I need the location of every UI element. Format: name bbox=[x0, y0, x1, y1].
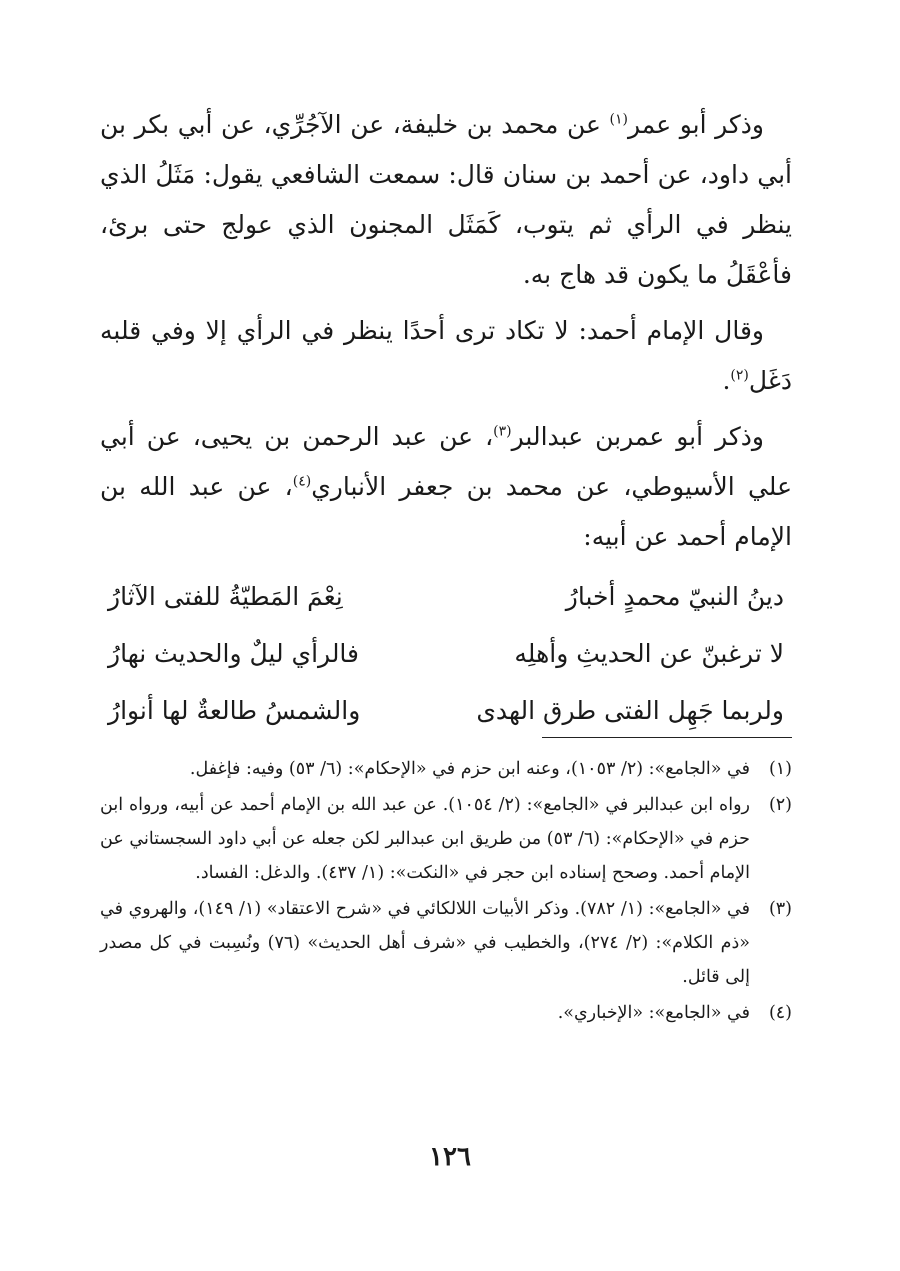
paragraph-1-text-start: وذكر أبو عمر bbox=[627, 110, 764, 139]
paragraph-3-text-end: ، عن عبد الله بن الإمام أحمد عن أبيه: bbox=[100, 472, 792, 551]
footnote-2 bbox=[100, 788, 792, 890]
verse-2-first-hemistich: لا ترغبنّ عن الحديثِ وأهلِه bbox=[514, 639, 784, 668]
main-text bbox=[100, 100, 792, 739]
footnote-1 bbox=[100, 752, 792, 786]
footnote-2-text: رواه ابن عبدالبر في «الجامع»: (٢/ ١٠٥٤). عن عبد الله بن الإمام أحمد عن أبيه، ورواه ابن حزم في «الإحكام»: (٦/ ٥٣) من طريق ابن عبدالبر لكن جعله عن أبي داود السجستاني عن الإمام أحمد. وصحح إسناده ابن حجر في «النكت»: (١/ ٤٣٧). والدغل: الفساد. bbox=[100, 795, 750, 883]
paragraph-3-text-mid: ، عن عبد الرحمن بن يحيى، عن أبي علي الأسيوطي، عن محمد بن جعفر الأنباري bbox=[100, 422, 792, 501]
paragraph-1 bbox=[100, 100, 792, 300]
paragraph-3 bbox=[100, 412, 792, 562]
footnote-ref-3: (٣) bbox=[493, 423, 512, 440]
footnote-ref-4: (٤) bbox=[292, 473, 312, 490]
footnote-4-number: (٤) bbox=[768, 1003, 792, 1023]
verse-1-second-hemistich: نِعْمَ المَطيّةُ للفتى الآثارُ bbox=[108, 582, 343, 611]
footnote-3-text: في «الجامع»: (١/ ٧٨٢). وذكر الأبيات اللالكائي في «شرح الاعتقاد» (١/ ١٤٩)، والهروي في «ذم الكلام»: (٢/ ٢٧٤)، والخطيب في «شرف أهل الحديث» (٧٦) ونُسِبت في كل مصدر إلى قائل. bbox=[100, 899, 751, 987]
paragraph-2 bbox=[100, 306, 792, 406]
verse-line-2 bbox=[100, 625, 792, 682]
footnote-4 bbox=[100, 996, 792, 1030]
paragraph-2-text-start: وقال الإمام أحمد: لا تكاد ترى أحدًا ينظر في الرأي إلا وفي قلبه دَغَل bbox=[100, 316, 792, 395]
paragraph-2-text-end: . bbox=[722, 366, 731, 395]
footnote-3 bbox=[100, 892, 792, 994]
page-number: ١٢٦ bbox=[429, 1142, 471, 1172]
footnote-1-text: في «الجامع»: (٢/ ١٠٥٣)، وعنه ابن حزم في «الإحكام»: (٦/ ٥٣) وفيه: فإغفل. bbox=[189, 759, 750, 779]
verse-2-second-hemistich: فالرأي ليلٌ والحديث نهارُ bbox=[108, 639, 360, 668]
footnote-1-number: (١) bbox=[768, 759, 792, 779]
verse-1-first-hemistich: دينُ النبيّ محمدٍ أخبارُ bbox=[565, 582, 784, 611]
footnote-2-number: (٢) bbox=[768, 795, 792, 815]
poem bbox=[100, 568, 792, 739]
footnotes bbox=[100, 752, 792, 1032]
footnote-3-number: (٣) bbox=[768, 899, 792, 919]
verse-3-first-hemistich: ولربما جَهِل الفتى طرق الهدى bbox=[476, 696, 784, 725]
verse-line-3 bbox=[100, 682, 792, 739]
footnote-ref-2: (٢) bbox=[730, 367, 749, 384]
verse-3-second-hemistich: والشمسُ طالعةٌ لها أنوارُ bbox=[108, 696, 361, 725]
paragraph-3-text-start: وذكر أبو عمربن عبدالبر bbox=[511, 422, 764, 451]
footnote-ref-1: (١) bbox=[609, 111, 628, 128]
verse-line-1 bbox=[100, 568, 792, 625]
paragraph-1-text-end: عن محمد بن خليفة، عن الآجُرِّي، عن أبي بكر بن أبي داود، عن أحمد بن سنان قال: سمعت الشافعي يقول: مَثَلُ الذي ينظر في الرأي ثم يتوب، كَمَثَل المجنون الذي عولج حتى برئ، فأعْقَلُ ما يكون قد هاج به. bbox=[100, 110, 792, 289]
footnote-4-text: في «الجامع»: «الإخباري». bbox=[557, 1003, 750, 1023]
footnote-separator bbox=[542, 737, 792, 738]
